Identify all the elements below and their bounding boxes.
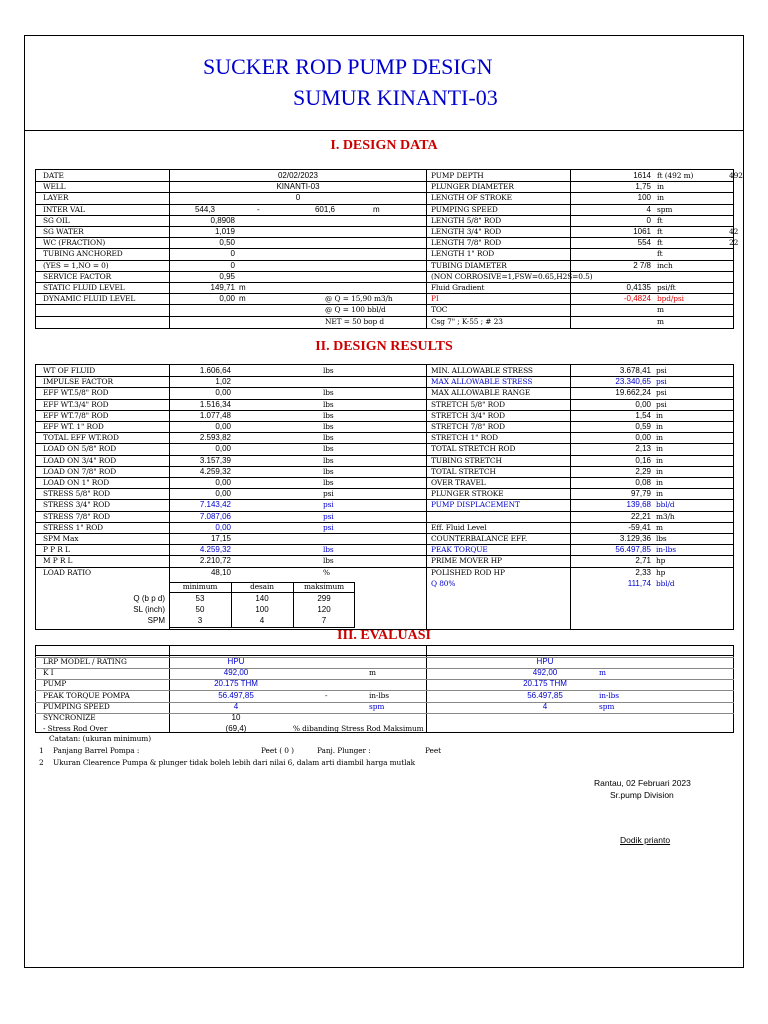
design-data-right-row: Fluid Gradient 0,4135 psi/ft [431,283,676,292]
design-results-right-row: PLUNGER STROKE 97,79 in [431,489,663,499]
design-results-right-row: PUMP DISPLACEMENT 139,68 bbl/d [431,500,675,510]
evaluasi-row: LRP MODEL / RATING HPU HPU [43,657,554,666]
design-data-right-row: Csg 7" ; K-55 ; # 23 m [431,316,664,326]
design-data-right-row: LENGTH OF STROKE 100 in [431,193,664,203]
design-results-left-row: LOAD ON 3/4" ROD 3.157,39 lbs [43,455,334,465]
note-2: 2 Ukuran Clearence Pumpa & plunger tidak boleh lebih dari nilai 6, dalam arti diambil harga mutlak [39,758,416,767]
design-data-right-row: PLUNGER DIAMETER 1,75 in [431,182,664,192]
signature-name: Dodik prianto [620,835,671,845]
design-results-left-row: LOAD RATIO 48,10 % [43,567,330,577]
evaluasi-row: - Stress Rod Over (69,4) % dibanding Stress Rod Maksimum [43,724,424,734]
design-results-left-row: WT OF FLUID 1.606,64 lbs [43,366,334,375]
design-results-left-row: M P R L 2.210,72 lbs [43,556,334,566]
design-results-right-row: MIN. ALLOWABLE STRESS 3.678,41 psi [431,366,667,375]
design-results-right-row: Q 80% 111,74 bbl/d [431,578,675,588]
design-data-left-row: DYNAMIC FLUID LEVEL 0,00 m @ Q = 15,90 m3/h [43,294,393,304]
design-data-left-row: LAYER 0 [43,193,301,203]
design-results-right-row: STRETCH 1" ROD 0,00 in [431,433,663,443]
design-data-right-row: TOC m [431,305,664,315]
design-data-right-row: LENGTH 1" ROD ft [431,249,663,259]
design-results-right-row: OVER TRAVEL 0,08 in [431,478,663,487]
design-results-left-row: EFF WT. 1" ROD 0,00 lbs [43,422,334,431]
design-data-left-row: INTER VAL 544,3 - 601,6 m [43,204,380,214]
note-1: 1 Panjang Barrel Pompa : Peet ( 0 ) Panj. Plunger : Peet [39,746,441,755]
design-data-right-row: LENGTH 3/4" ROD 1061 ft 42 [431,227,739,236]
section-evaluasi: III. EVALUASI [337,628,431,643]
signature-division: Sr.pump Division [610,790,674,800]
design-results-right-row: PRIME MOVER HP 2,71 hp [431,556,666,566]
doc-title-line2: SUMUR KINANTI-03 [293,85,498,110]
design-results-right-row: COUNTERBALANCE EFF. 3.129,36 lbs [431,534,667,543]
design-data-left-row: SG WATER 1,019 [43,227,235,236]
design-data-right-row: PUMP DEPTH 1614 ft (492 m) 492 [431,171,743,180]
design-results-right-row: PEAK TORQUE 56.497,85 in-lbs [431,545,676,555]
section-design-results: II. DESIGN RESULTS [315,339,453,354]
evaluasi-row: PUMPING SPEED 4 spm 4 spm [43,701,615,711]
design-results-left-row: STRESS 3/4" ROD 7.143,42 psi [43,500,334,510]
document-page [24,35,744,968]
design-data-extra-row: @ Q = 100 bbl/d [325,305,386,315]
design-results-left-row: EFF WT.3/4" ROD 1.516,34 lbs [43,399,334,409]
design-data-left-row: TUBING ANCHORED 0 [43,249,235,259]
design-results-right-row: STRETCH 5/8" ROD 0,00 psi [431,399,667,409]
design-results-right-row: STRETCH 3/4" ROD 1,54 in [431,410,663,420]
design-data-right-row: LENGTH 5/8" ROD 0 ft [431,215,663,225]
design-data-right-row: PUMPING SPEED 4 spm [431,204,673,214]
design-results-right-row: 22,21 m3/h [630,511,675,521]
signature-place-date: Rantau, 02 Februari 2023 [594,778,691,788]
design-data-left-row: SERVICE FACTOR 0,95 [43,271,235,281]
design-results-left-row: EFF WT.5/8" ROD 0,00 lbs [43,388,334,398]
design-results-left-row: STRESS 5/8" ROD 0,00 psi [43,489,334,499]
design-results-left-row: STRESS 1" ROD 0,00 psi [43,522,334,532]
design-data-left-row: (YES = 1,NO = 0) 0 [43,260,235,270]
design-results-left-row: TOTAL EFF WT.ROD 2.593,82 lbs [43,433,334,443]
design-results-left-row: EFF WT.7/8" ROD 1.077,48 lbs [43,410,334,420]
design-results-right-row: MAX ALLOWABLE STRESS 23.340,65 psi [431,377,667,387]
design-results-left-row: P P R L 4.259,32 lbs [43,545,334,555]
design-data-left-row: WC (FRACTION) 0,50 [43,238,235,248]
notes-header: Catatan: (ukuran minimum) [49,734,151,743]
range-table-header: minimum desain maksimum [182,582,345,591]
design-results-right-row: TOTAL STRETCH ROD 2,13 in [431,444,663,454]
evaluasi-row: K I 492,00 m 492,00 m [43,668,606,678]
evaluasi-row: PUMP 20.175 THM 20.175 THM [43,679,567,689]
design-data-right-row: LENGTH 7/8" ROD 554 ft 22 [431,238,739,248]
section-design-data: I. DESIGN DATA [330,138,438,153]
design-results-left-row: STRESS 7/8" ROD 7.087,06 psi [43,511,334,521]
design-results-left-row: LOAD ON 5/8" ROD 0,00 lbs [43,444,334,454]
design-data-left-row: STATIC FLUID LEVEL 149,71 m [43,283,246,292]
doc-title-line1: SUCKER ROD PUMP DESIGN [203,54,493,79]
design-results-left-row: LOAD ON 7/8" ROD 4.259,32 lbs [43,466,334,476]
design-data-left-row: DATE 02/02/2023 [43,171,319,180]
range-table-row: Q (b p d) 53 140 299 [133,594,331,603]
design-data-left-row: SG OIL 0,8908 [43,215,235,225]
divider [25,130,743,131]
design-data-left-row: WELL KINANTI-03 [43,182,320,192]
design-results-left-row: SPM Max 17,15 [43,534,231,543]
design-data-right-row: PI -0,4824 bpd/psi [431,294,684,304]
design-results-right-row: POLISHED ROD HP 2,33 hp [431,567,666,577]
design-results-left-row: IMPULSE FACTOR 1,02 [43,377,231,387]
range-table-row: SL (inch) 50 100 120 [133,605,331,615]
design-results-right-row: STRETCH 7/8" ROD 0,59 in [431,422,663,431]
design-data-right-row: TUBING DIAMETER 2 7/8 inch [431,260,673,270]
evaluasi-row: SYNCRONIZE 10 [43,713,241,722]
range-table-row: SPM 3 4 7 [147,616,327,626]
design-results-right-row: Eff. Fluid Level -59,41 m [431,522,663,532]
design-results-left-row: LOAD ON 1" ROD 0,00 lbs [43,478,334,487]
design-results-right-row: TUBING STRETCH 0,16 in [431,455,663,465]
design-results-right-row: TOTAL STRETCH 2,29 in [431,466,663,476]
design-data-right-row: (NON CORROSIVE=1,FSW=0.65,H2S=0.5) [431,271,593,281]
design-data-extra-row: NET = 50 bop d [325,316,385,326]
design-results-right-row: MAX ALLOWABLE RANGE 19.662,24 psi [431,388,667,398]
evaluasi-row: PEAK TORQUE POMPA 56.497,85 - in-lbs 56.497,85 in-lbs [43,690,619,700]
